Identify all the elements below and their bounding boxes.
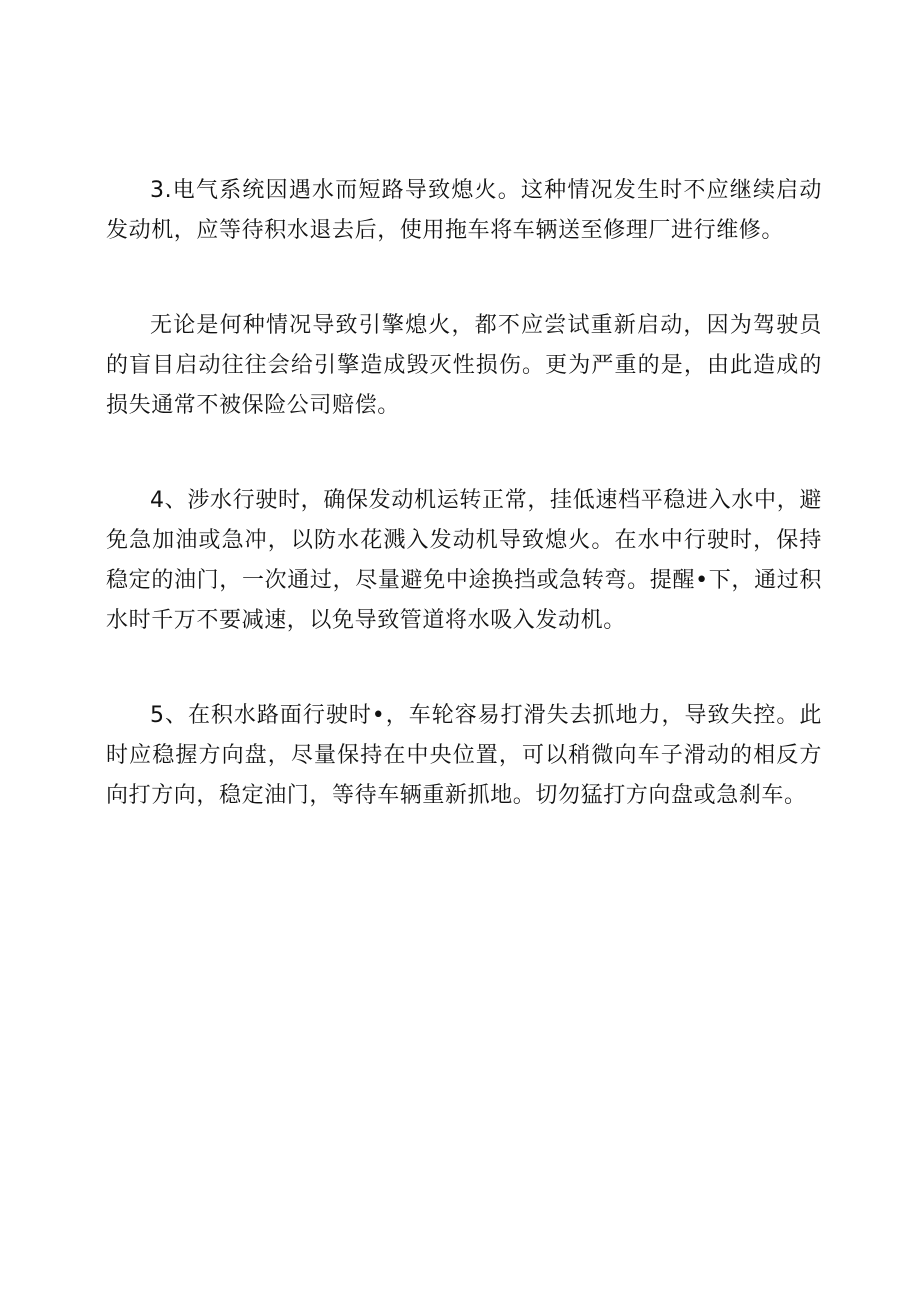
document-body — [106, 171, 822, 816]
paragraph-wet-road-skidding: 5、在积水路面行驶时•，车轮容易打滑失去抓地力，导致失控。此时应稳握方向盘，尽量保持在中央位置，可以稍微向车子滑动的相反方向打方向，稳定油门，等待车辆重新抓地。切勿猛打方向盘或急刹车。 — [106, 703, 822, 808]
paragraph-electrical-short-circuit: 3.电气系统因遇水而短路导致熄火。这种情况发生时不应继续启动发动机，应等待积水退去后，使用拖车将车辆送至修理厂进行维修。 — [106, 178, 822, 243]
paragraph-wading-driving: 4、涉水行驶时，确保发动机运转正常，挂低速档平稳进入水中，避免急加油或急冲，以防水花溅入发动机导致熄火。在水中行驶时，保持稳定的油门，一次通过，尽量避免中途换挡或急转弯。提醒•下，通过积水时千万不要减速，以免导致管道将水吸入发动机。 — [106, 488, 822, 633]
paragraph-no-restart-warning: 无论是何种情况导致引擎熄火，都不应尝试重新启动，因为驾驶员的盲目启动往往会给引擎造成毁灭性损伤。更为严重的是，由此造成的损失通常不被保险公司赔偿。 — [106, 313, 822, 418]
